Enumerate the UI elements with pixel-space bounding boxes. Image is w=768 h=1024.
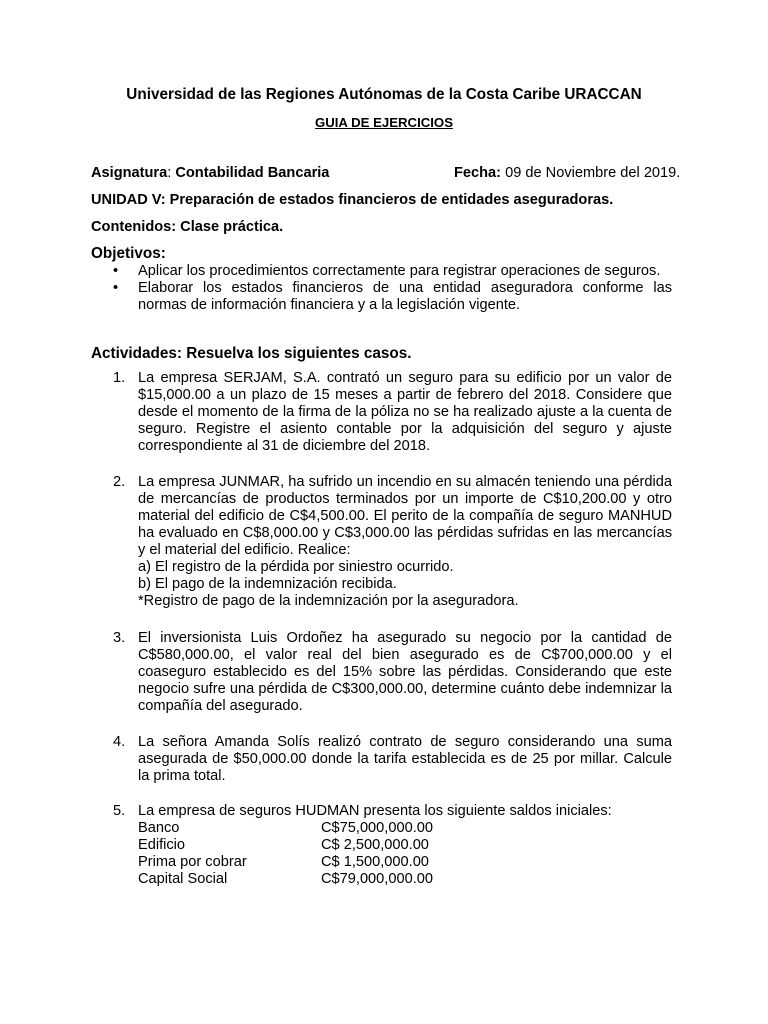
guide-title: GUIA DE EJERCICIOS	[314, 115, 453, 130]
asignatura-line	[91, 165, 329, 182]
objetivo-item	[91, 280, 672, 314]
asignatura-label: Asignatura	[91, 165, 168, 181]
case-text	[138, 474, 672, 610]
fecha-value: 09 de Noviembre del 2019.	[501, 165, 681, 181]
bullet-icon: •	[113, 280, 119, 296]
case-text: El inversionista Luis Ordoñez ha asegurado su negocio por la cantidad de C$580,000.00, el valor real del bien asegurado es de C$700,000.00 y el coaseguro establecido es del 15% sobre las pérdidas. Considerando que este negocio sufre una pérdida de C$300,000.00, determine cuánto debe indemnizar la compañía del asegurado.	[138, 630, 672, 714]
case-number: 5.	[113, 803, 126, 819]
subitem-letter: a)	[138, 559, 151, 575]
balance-account: Prima por cobrar	[138, 854, 247, 870]
case-number: 2.	[113, 474, 126, 490]
balance-amount: C$79,000,000.00	[321, 871, 433, 887]
contenidos-line: Contenidos: Clase práctica.	[91, 219, 284, 235]
balance-account: Edificio	[138, 837, 186, 853]
case-5	[113, 803, 672, 820]
objetivos-heading: Objetivos:	[91, 245, 166, 262]
unidad-line: UNIDAD V: Preparación de estados financieros de entidades aseguradoras.	[91, 192, 614, 208]
case-subitem-a	[138, 559, 672, 576]
objetivo-text: Elaborar los estados financieros de una entidad aseguradora conforme las normas de información financiera y a la legislación vigente.	[138, 280, 672, 313]
fecha-line	[454, 165, 680, 182]
case-text: La señora Amanda Solís realizó contrato de seguro considerando una suma asegurada de $50,000.00 donde la tarifa establecida es de 25 por millar. Calcule la prima total.	[138, 734, 672, 784]
case-2	[113, 474, 672, 610]
case-text: La empresa de seguros HUDMAN presenta los siguiente saldos iniciales:	[138, 803, 612, 819]
subitem-letter: b)	[138, 576, 151, 592]
case-number: 1.	[113, 370, 126, 386]
balance-account: Banco	[138, 820, 180, 836]
objetivos-list	[91, 263, 672, 314]
actividades-heading: Actividades: Resuelva los siguientes casos.	[91, 345, 412, 362]
asignatura-sep: :	[167, 165, 176, 181]
balance-amount: C$ 2,500,000.00	[321, 837, 429, 853]
case-3	[113, 630, 672, 715]
balance-amount: C$75,000,000.00	[321, 820, 433, 836]
case-text: La empresa SERJAM, S.A. contrató un seguro para su edificio por un valor de $15,000.00 a un plazo de 15 meses a partir de febrero del 2018. Considere que desde el momento de la firma de la póliza no se ha realizado ajuste a la cuenta de seguro. Registre el asiento contable por la adquisición del seguro y ajuste correspondiente al 31 de diciembre del 2018.	[138, 370, 672, 454]
case-subitem-b	[138, 576, 672, 593]
case-note: *Registro de pago de la indemnización por la aseguradora.	[138, 593, 519, 609]
bullet-icon: •	[113, 263, 119, 279]
objetivo-text: Aplicar los procedimientos correctamente para registrar operaciones de seguros.	[138, 263, 661, 279]
case-paragraph: La empresa JUNMAR, ha sufrido un incendio en su almacén teniendo una pérdida de mercancías de productos terminados por un importe de C$10,200.00 y otro material del edificio de C$4,500.00. El perito de la compañía de seguro MANHUD ha evaluado en C$8,000.00 y C$3,000.00 las pérdidas sufridas en las mercancías y el material del edificio. Realice:	[138, 474, 672, 558]
balance-account: Capital Social	[138, 871, 228, 887]
fecha-label: Fecha:	[454, 165, 502, 181]
subitem-text: El pago de la indemnización recibida.	[155, 576, 397, 592]
case-4	[113, 734, 672, 785]
case-1	[113, 370, 672, 455]
balance-amount: C$ 1,500,000.00	[321, 854, 429, 870]
objetivo-item	[91, 263, 672, 280]
university-title: Universidad de las Regiones Autónomas de la Costa Caribe URACCAN	[126, 86, 642, 103]
subitem-text: El registro de la pérdida por siniestro ocurrido.	[155, 559, 454, 575]
asignatura-value: Contabilidad Bancaria	[175, 165, 330, 181]
case-number: 4.	[113, 734, 126, 750]
case-number: 3.	[113, 630, 126, 646]
